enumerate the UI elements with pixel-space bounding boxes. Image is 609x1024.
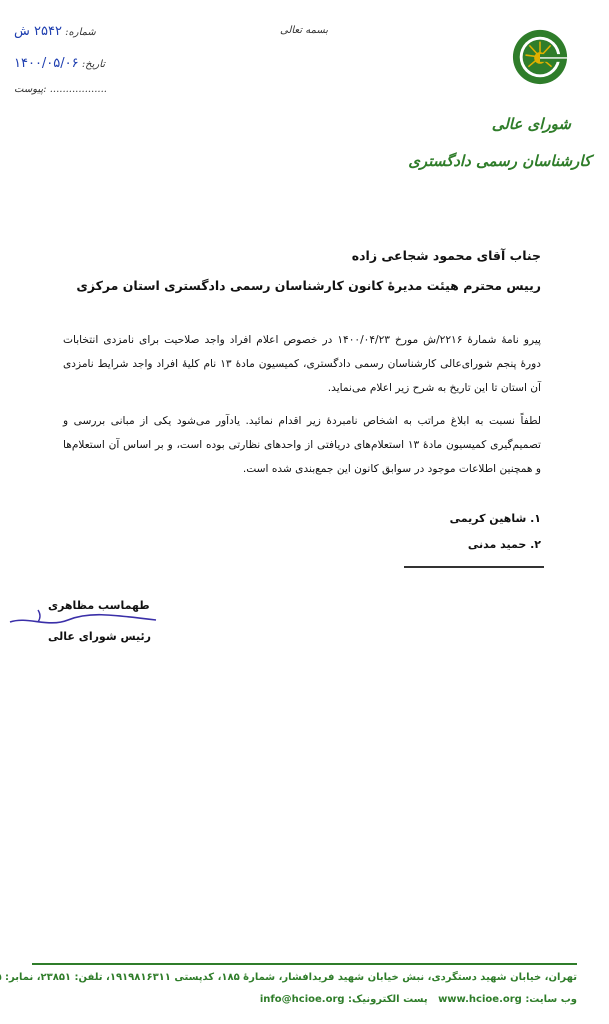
website-label: وب سایت: xyxy=(525,994,577,1005)
letter-attachment xyxy=(14,84,107,95)
website-link[interactable]: www.hcioe.org xyxy=(438,994,522,1005)
footer-address: تهران، خیابان شهید دستگردی، نبش خیابان شهید فریدافشار، شمارهٔ ۱۸۵، کدپستی ۱۹۱۹۸۱۶۳۱۱، تلفن: ۲۳۸۵۱، نمابر: xyxy=(5,972,577,983)
letter-date-label: تاریخ: xyxy=(81,59,106,70)
letter-number-label: شماره: xyxy=(65,27,96,38)
recipient-name: جناب آقای محمود شجاعی زاده xyxy=(351,248,541,263)
signatory-name: طهماسب مظاهری xyxy=(48,599,150,612)
footer-divider xyxy=(32,963,577,965)
email-label: پست الکترونیک: xyxy=(348,994,428,1005)
list-divider xyxy=(404,566,544,568)
recipient-title: رییس محترم هیئت مدیرهٔ کانون کارشناسان رسمی دادگستری استان مرکزی xyxy=(76,278,541,293)
letter-attachment-label: پیوست: xyxy=(14,84,47,95)
letter-attachment-value: .................. xyxy=(49,84,107,95)
letter-number xyxy=(14,24,96,39)
organization-name-line1: شورای عالی xyxy=(491,115,571,133)
letter-date-value: ۱۴۰۰/۰۵/۰۶ xyxy=(14,56,79,71)
body-paragraph-2: لطفاً نسبت به ابلاغ مراتب به اشخاص نامبردهٔ زیر اقدام نمائید. یادآور می‌شود یکی از مبانی بررسی و تصمیم‌گیری کمیسیون مادهٔ ۱۳ استعلام‌های دریافتی از واحدهای نظارتی بوده است، و بر اساس آن استعلام‌ها و همچنین اطلاعات موجود در سوابق کانون این جمع‌بندی شده است. xyxy=(63,415,541,475)
basmala: بسمه تعالی xyxy=(280,25,329,36)
organization-logo-icon xyxy=(511,28,569,86)
candidate-item-2: ۲. حمید مدنی xyxy=(467,538,541,551)
candidate-item-1: ۱. شاهین کریمی xyxy=(449,512,541,525)
letter-number-value: ۲۵۴۲ ش xyxy=(14,24,62,39)
email-link[interactable]: info@hcioe.org xyxy=(259,994,345,1005)
letter-date xyxy=(14,56,105,71)
signatory-title: رئیس شورای عالی xyxy=(48,630,151,643)
organization-name-line2: کارشناسان رسمی دادگستری xyxy=(408,152,591,170)
footer-contact xyxy=(260,994,577,1005)
body-paragraph-1: پیرو نامهٔ شمارهٔ ۲۲۱۶/ش مورخ ۱۴۰۰/۰۴/۲۳ در خصوص اعلام افراد واجد صلاحیت برای نامزدی انتخابات دورهٔ پنجم شورای‌عالی کارشناسان رسمی دادگستری، کمیسیون مادهٔ ۱۳ نام کلیهٔ افراد واجد شرایط نامزدی آن استان تا این تاریخ به شرح زیر اعلام می‌نماید. xyxy=(63,334,541,394)
